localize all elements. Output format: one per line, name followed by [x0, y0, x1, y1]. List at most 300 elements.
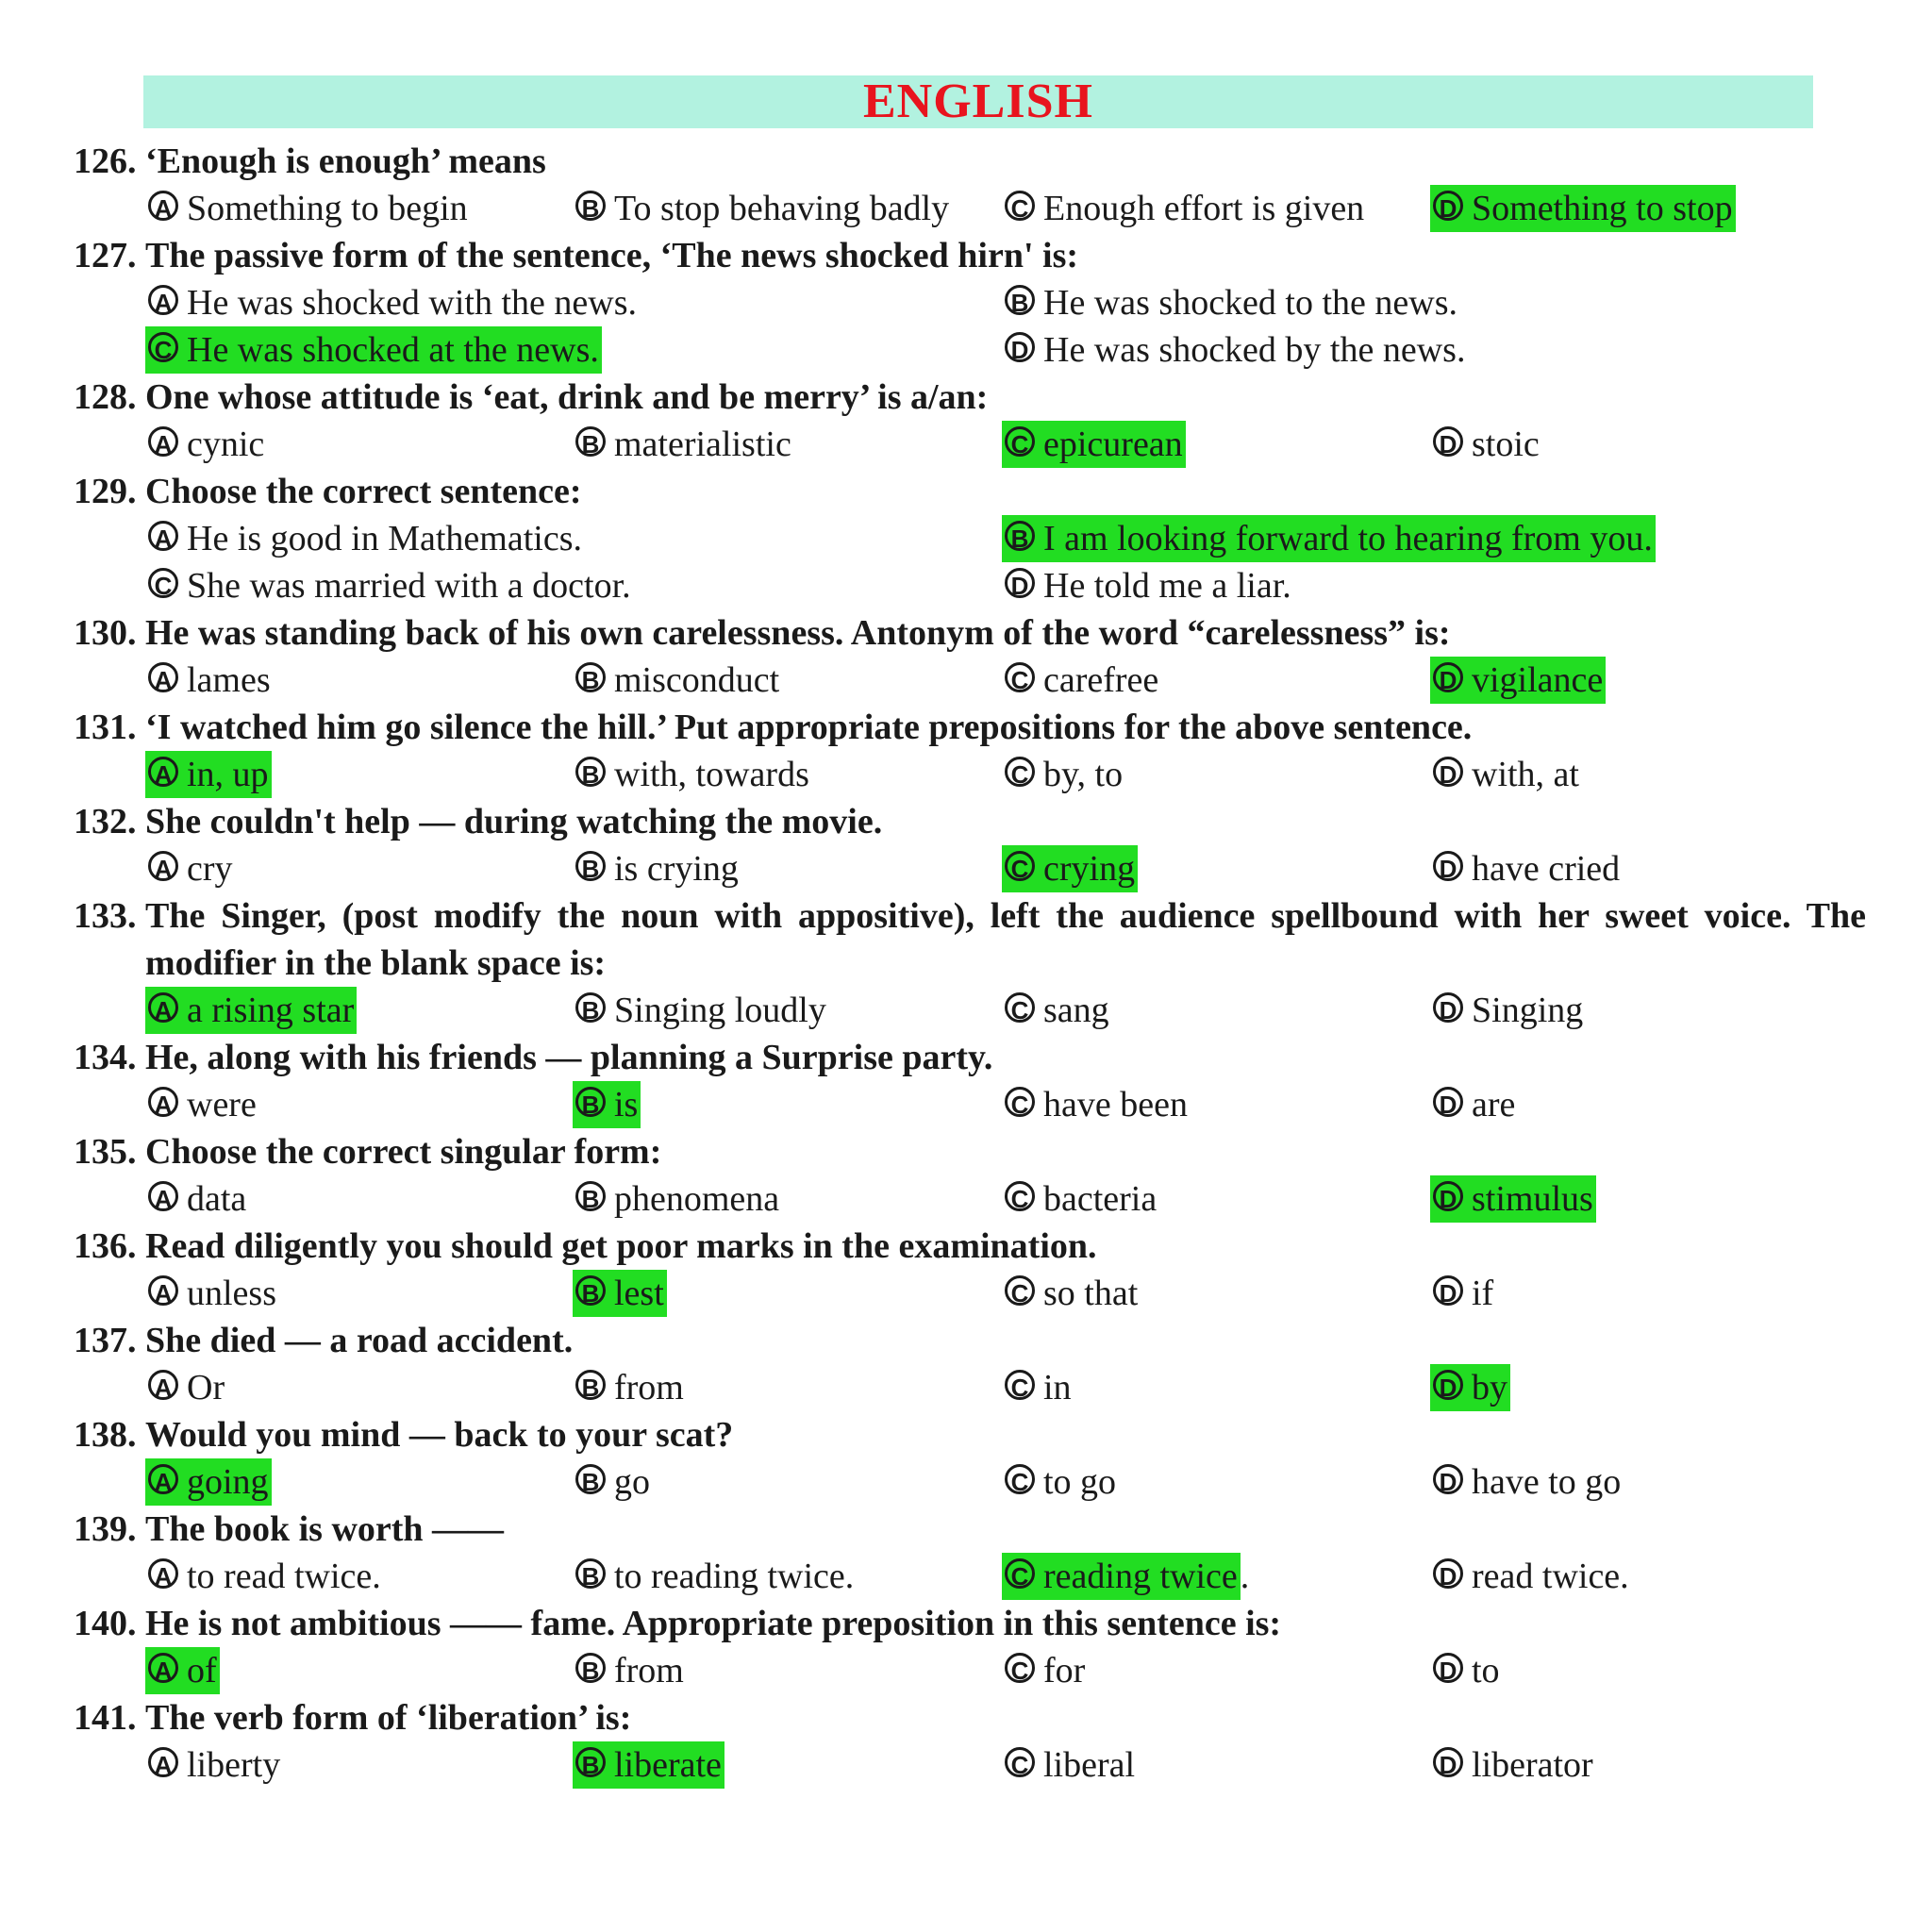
- option-row: [74, 1553, 1866, 1600]
- question-stem: [74, 1317, 1866, 1364]
- option-row: [74, 326, 1866, 374]
- option-text: is crying: [614, 849, 739, 889]
- option-text: He told me a liar.: [1043, 566, 1291, 606]
- question-text: She couldn't help — during watching the movie.: [145, 802, 883, 841]
- option-a: [145, 845, 236, 892]
- option-letter-circle: C: [1005, 662, 1035, 692]
- question-stem: [74, 1128, 1866, 1175]
- option-text: of: [187, 1651, 217, 1690]
- option-text: for: [1043, 1651, 1086, 1690]
- question-item: [74, 1223, 1866, 1317]
- option-content: [1430, 751, 1582, 798]
- option-content: [145, 185, 471, 232]
- option-letter-circle: D: [1433, 1464, 1463, 1494]
- option-letter-circle: A: [148, 285, 178, 315]
- option-content: [1430, 1458, 1624, 1506]
- option-a: [145, 657, 274, 704]
- question-text: Read diligently you should get poor marks in the examination.: [145, 1226, 1097, 1266]
- option-content: [1002, 185, 1367, 232]
- option-text: by: [1472, 1368, 1507, 1407]
- option-d-correct: [1430, 1175, 1596, 1223]
- option-content: [145, 326, 602, 374]
- question-text: He was standing back of his own carelessness. Antonym of the word “carelessness” is:: [145, 613, 1451, 653]
- option-content: [145, 1553, 384, 1600]
- option-d-correct: [1430, 185, 1736, 232]
- question-text: Choose the correct singular form:: [145, 1132, 662, 1172]
- question-text: Choose the correct sentence:: [145, 472, 582, 511]
- question-stem: [74, 609, 1866, 657]
- option-content: [573, 1270, 667, 1317]
- option-row: [74, 1741, 1866, 1789]
- option-letter-circle: B: [1005, 285, 1035, 315]
- option-content: [145, 1364, 227, 1411]
- option-text: Or: [187, 1368, 225, 1407]
- option-letter-circle: C: [148, 568, 178, 598]
- option-text: so that: [1043, 1274, 1139, 1313]
- option-text: cry: [187, 849, 233, 889]
- option-text: from: [614, 1368, 684, 1407]
- option-a: [145, 421, 267, 468]
- option-row: [74, 562, 1866, 609]
- question-stem: [74, 374, 1866, 421]
- option-text: going: [187, 1462, 269, 1502]
- option-b: [573, 751, 812, 798]
- question-item: [74, 468, 1866, 609]
- option-text: He was shocked at the news.: [187, 330, 599, 370]
- option-content: [573, 1081, 641, 1128]
- option-b: [573, 1175, 782, 1223]
- question-stem: [74, 892, 1866, 987]
- option-a: [145, 1553, 384, 1600]
- option-d-correct: [1430, 657, 1606, 704]
- option-row: [74, 421, 1866, 468]
- option-c: [1002, 657, 1161, 704]
- question-number: 138.: [74, 1415, 137, 1455]
- option-c-correct: [145, 326, 602, 374]
- question-item: [74, 1317, 1866, 1411]
- option-letter-circle: D: [1433, 1275, 1463, 1306]
- option-c: [1002, 1270, 1141, 1317]
- option-letter-circle: B: [575, 1653, 606, 1683]
- option-d: [1002, 326, 1468, 374]
- option-text: unless: [187, 1274, 276, 1313]
- option-text: stoic: [1472, 425, 1540, 464]
- option-row: [74, 751, 1866, 798]
- option-b-correct: [573, 1741, 724, 1789]
- question-number: 134.: [74, 1038, 137, 1077]
- option-text: is: [614, 1085, 639, 1124]
- option-c: [1002, 1364, 1074, 1411]
- question-stem: [74, 1223, 1866, 1270]
- option-content: [1430, 1175, 1596, 1223]
- question-number: 130.: [74, 613, 137, 653]
- option-content: [145, 657, 274, 704]
- option-a-correct: [145, 751, 272, 798]
- question-number: 137.: [74, 1321, 137, 1360]
- option-content: [145, 1081, 259, 1128]
- option-b: [573, 1647, 687, 1694]
- option-letter-circle: A: [148, 1275, 178, 1306]
- question-stem: [74, 1411, 1866, 1458]
- option-text: have to go: [1472, 1462, 1622, 1502]
- option-text: Something to begin: [187, 189, 468, 228]
- question-stem: [74, 232, 1866, 279]
- option-content: [1002, 1270, 1141, 1317]
- option-text: in: [1043, 1368, 1072, 1407]
- question-number: 129.: [74, 472, 137, 511]
- option-text: in, up: [187, 755, 269, 794]
- option-letter-circle: D: [1433, 191, 1463, 221]
- question-stem: [74, 138, 1866, 185]
- question-item: [74, 138, 1866, 232]
- question-stem: [74, 704, 1866, 751]
- option-row: [74, 987, 1866, 1034]
- option-letter-circle: C: [1005, 191, 1035, 221]
- option-row: [74, 279, 1866, 326]
- option-content: [573, 1741, 724, 1789]
- question-item: [74, 892, 1866, 1034]
- option-d: [1430, 421, 1542, 468]
- question-text: ‘Enough is enough’ means: [145, 142, 546, 181]
- option-letter-circle: B: [575, 1464, 606, 1494]
- question-item: [74, 609, 1866, 704]
- option-row: [74, 1081, 1866, 1128]
- question-text: The verb form of ‘liberation’ is:: [145, 1698, 632, 1738]
- option-a: [145, 1741, 283, 1789]
- question-item: [74, 1506, 1866, 1600]
- question-text: He is not ambitious —— fame. Appropriate preposition in this sentence is:: [145, 1604, 1282, 1643]
- option-letter-circle: A: [148, 1370, 178, 1400]
- option-text: with, towards: [614, 755, 809, 794]
- option-text: He was shocked to the news.: [1043, 283, 1458, 323]
- option-letter-circle: C: [1005, 757, 1035, 787]
- option-content: [1430, 1553, 1632, 1600]
- question-number: 127.: [74, 236, 137, 275]
- option-content: [1002, 1458, 1119, 1506]
- option-text: to go: [1043, 1462, 1117, 1502]
- question-number: 141.: [74, 1698, 137, 1738]
- option-content: [573, 845, 741, 892]
- option-b: [573, 845, 741, 892]
- option-content: [573, 421, 794, 468]
- option-content: [145, 1270, 279, 1317]
- question-number: 135.: [74, 1132, 137, 1172]
- option-content: [1430, 185, 1736, 232]
- question-stem: [74, 468, 1866, 515]
- option-letter-circle: A: [148, 662, 178, 692]
- option-content: [1430, 1741, 1596, 1789]
- option-text: have cried: [1472, 849, 1621, 889]
- question-item: [74, 1411, 1866, 1506]
- option-letter-circle: A: [148, 1747, 178, 1777]
- option-c-correct: [1002, 845, 1138, 892]
- option-text: from: [614, 1651, 684, 1690]
- option-letter-circle: D: [1433, 1087, 1463, 1117]
- option-c: [145, 562, 634, 609]
- option-text: were: [187, 1085, 257, 1124]
- option-b: [573, 1553, 857, 1600]
- question-item: [74, 1694, 1866, 1789]
- option-letter-circle: B: [575, 1181, 606, 1211]
- option-content: [1002, 421, 1186, 468]
- question-number: 131.: [74, 708, 137, 747]
- option-row: [74, 1458, 1866, 1506]
- option-c-correct: [1002, 421, 1186, 468]
- option-text: a rising star: [187, 991, 355, 1030]
- option-text: I am looking forward to hearing from you.: [1043, 519, 1653, 558]
- option-a: [145, 185, 471, 232]
- option-letter-circle: D: [1433, 1747, 1463, 1777]
- question-text: ‘I watched him go silence the hill.’ Put appropriate prepositions for the above sentence.: [145, 708, 1473, 747]
- option-c: [1002, 1741, 1138, 1789]
- question-item: [74, 1600, 1866, 1694]
- option-letter-circle: C: [1005, 1464, 1035, 1494]
- option-letter-circle: B: [575, 1747, 606, 1777]
- option-d: [1430, 987, 1586, 1034]
- option-letter-circle: B: [575, 191, 606, 221]
- option-b-correct: [573, 1270, 667, 1317]
- option-text: crying: [1043, 849, 1136, 889]
- question-number: 140.: [74, 1604, 137, 1643]
- option-a-correct: [145, 1647, 220, 1694]
- option-content: [1002, 1647, 1088, 1694]
- option-text: carefree: [1043, 660, 1159, 700]
- option-content: [1002, 1175, 1159, 1223]
- option-letter-circle: B: [575, 662, 606, 692]
- option-letter-circle: C: [1005, 426, 1035, 457]
- option-content: [573, 657, 782, 704]
- option-letter-circle: D: [1433, 1558, 1463, 1589]
- option-text: lames: [187, 660, 271, 700]
- option-a-correct: [145, 987, 357, 1034]
- option-b: [573, 1364, 687, 1411]
- option-text: epicurean: [1043, 425, 1183, 464]
- option-row: [74, 845, 1866, 892]
- option-b: [573, 185, 952, 232]
- option-letter-circle: B: [575, 757, 606, 787]
- question-stem: [74, 1600, 1866, 1647]
- option-letter-circle: A: [148, 1087, 178, 1117]
- question-text: She died — a road accident.: [145, 1321, 574, 1360]
- question-text: One whose attitude is ‘eat, drink and be merry’ is a/an:: [145, 377, 989, 417]
- option-letter-circle: D: [1433, 1653, 1463, 1683]
- option-text: data: [187, 1179, 247, 1219]
- option-letter-circle: D: [1433, 426, 1463, 457]
- option-content: [1430, 1647, 1503, 1694]
- option-d: [1430, 1458, 1624, 1506]
- option-content: [1430, 845, 1623, 892]
- option-content: [1430, 987, 1586, 1034]
- option-text: if: [1472, 1274, 1494, 1313]
- option-content: [145, 562, 634, 609]
- option-letter-circle: B: [575, 1087, 606, 1117]
- option-content: [573, 1647, 687, 1694]
- option-row: [74, 1270, 1866, 1317]
- option-content: [1002, 987, 1112, 1034]
- option-content: [573, 1553, 857, 1600]
- header-banner: [143, 75, 1813, 128]
- option-letter-circle: A: [148, 521, 178, 551]
- option-letter-circle: B: [575, 426, 606, 457]
- option-content: [1002, 515, 1656, 562]
- option-content: [573, 185, 952, 232]
- question-text: He, along with his friends — planning a Surprise party.: [145, 1038, 993, 1077]
- option-letter-circle: C: [1005, 1747, 1035, 1777]
- question-stem: [74, 1034, 1866, 1081]
- option-text: stimulus: [1472, 1179, 1593, 1219]
- option-letter-circle: A: [148, 426, 178, 457]
- option-letter-circle: A: [148, 992, 178, 1023]
- option-content: [1002, 1081, 1191, 1128]
- question-stem: [74, 798, 1866, 845]
- option-letter-circle: B: [575, 851, 606, 881]
- option-d: [1430, 845, 1623, 892]
- option-letter-circle: D: [1433, 757, 1463, 787]
- option-text: lest: [614, 1274, 664, 1313]
- option-content: [145, 751, 272, 798]
- option-content: [1430, 657, 1606, 704]
- option-letter-circle: A: [148, 1653, 178, 1683]
- option-text: are: [1472, 1085, 1516, 1124]
- option-b-correct: [573, 1081, 641, 1128]
- question-number: 139.: [74, 1509, 137, 1549]
- question-text: The Singer, (post modify the noun with appositive), left the audience spellbound with her sweet voice. The modifier in the blank space is:: [145, 896, 1866, 983]
- option-text: She was married with a doctor.: [187, 566, 631, 606]
- option-content: [1430, 1270, 1496, 1317]
- option-c: [1002, 987, 1112, 1034]
- option-letter-circle: B: [575, 1558, 606, 1589]
- question-text: Would you mind — back to your scat?: [145, 1415, 734, 1455]
- option-content: [1002, 326, 1468, 374]
- option-letter-circle: A: [148, 1464, 178, 1494]
- option-letter-circle: C: [1005, 1181, 1035, 1211]
- option-text: Singing: [1472, 991, 1584, 1030]
- option-d-correct: [1430, 1364, 1510, 1411]
- option-letter-circle: A: [148, 1558, 178, 1589]
- option-text: with, at: [1472, 755, 1579, 794]
- question-number: 128.: [74, 377, 137, 417]
- option-letter-circle: C: [1005, 1275, 1035, 1306]
- option-a-correct: [145, 1458, 272, 1506]
- option-d: [1430, 1270, 1496, 1317]
- question-number: 132.: [74, 802, 137, 841]
- option-content: [1002, 751, 1125, 798]
- question-number: 126.: [74, 142, 137, 181]
- option-b: [573, 1458, 653, 1506]
- option-letter-circle: B: [575, 1370, 606, 1400]
- option-content: [145, 845, 236, 892]
- option-text: vigilance: [1472, 660, 1604, 700]
- option-content: [1002, 279, 1460, 326]
- option-letter-circle: D: [1433, 1370, 1463, 1400]
- option-content: [573, 987, 829, 1034]
- option-letter-circle: C: [148, 332, 178, 362]
- page-title: ENGLISH: [863, 75, 1093, 128]
- option-text: to: [1472, 1651, 1500, 1690]
- option-content: [145, 1647, 220, 1694]
- option-text: He was shocked with the news.: [187, 283, 638, 323]
- option-row: [74, 657, 1866, 704]
- option-text: phenomena: [614, 1179, 780, 1219]
- option-d: [1430, 1741, 1596, 1789]
- option-c: [1002, 1458, 1119, 1506]
- option-b: [1002, 279, 1460, 326]
- option-b: [573, 421, 794, 468]
- option-text: To stop behaving badly: [614, 189, 950, 228]
- option-d: [1430, 1553, 1632, 1600]
- option-text: liberal: [1043, 1745, 1136, 1785]
- option-letter-circle: B: [575, 1275, 606, 1306]
- option-text: reading twice: [1043, 1557, 1238, 1596]
- option-letter-circle: B: [575, 992, 606, 1023]
- question-stem: [74, 1506, 1866, 1553]
- question-item: [74, 704, 1866, 798]
- option-letter-circle: A: [148, 851, 178, 881]
- option-letter-circle: D: [1433, 662, 1463, 692]
- option-text: bacteria: [1043, 1179, 1158, 1219]
- question-text: The passive form of the sentence, ‘The news shocked hirn' is:: [145, 236, 1079, 275]
- option-letter-circle: B: [1005, 521, 1035, 551]
- option-b: [573, 657, 782, 704]
- option-text: Something to stop: [1472, 189, 1733, 228]
- option-content: [1430, 1364, 1510, 1411]
- option-a: [145, 279, 640, 326]
- option-letter-circle: A: [148, 1181, 178, 1211]
- option-text: cynic: [187, 425, 265, 464]
- option-letter-circle: C: [1005, 992, 1035, 1023]
- option-letter-circle: D: [1433, 851, 1463, 881]
- option-content: [145, 421, 267, 468]
- option-content: [145, 1458, 272, 1506]
- question-item: [74, 232, 1866, 374]
- question-text: The book is worth ——: [145, 1509, 505, 1549]
- option-letter-circle: C: [1005, 1558, 1035, 1589]
- option-letter-circle: C: [1005, 1370, 1035, 1400]
- question-item: [74, 374, 1866, 468]
- option-c: [1002, 1081, 1191, 1128]
- option-text: liberator: [1472, 1745, 1593, 1785]
- question-list: [74, 138, 1866, 1789]
- option-row: [74, 185, 1866, 232]
- option-d: [1430, 1647, 1503, 1694]
- option-d: [1430, 751, 1582, 798]
- option-content: [1002, 1741, 1138, 1789]
- option-text: go: [614, 1462, 650, 1502]
- option-text: Enough effort is given: [1043, 189, 1365, 228]
- option-text: misconduct: [614, 660, 780, 700]
- question-stem: [74, 1694, 1866, 1741]
- option-c: [1002, 185, 1367, 232]
- option-content: [145, 515, 585, 562]
- option-text: He was shocked by the news.: [1043, 330, 1466, 370]
- option-suffix: .: [1240, 1557, 1250, 1596]
- option-content: [145, 1175, 249, 1223]
- question-item: [74, 798, 1866, 892]
- option-text: Singing loudly: [614, 991, 826, 1030]
- option-letter-circle: A: [148, 191, 178, 221]
- option-row: [74, 1364, 1866, 1411]
- question-number: 133.: [74, 896, 137, 936]
- option-text: have been: [1043, 1085, 1188, 1124]
- option-content: [1002, 1364, 1074, 1411]
- option-a: [145, 1081, 259, 1128]
- option-b-correct: [1002, 515, 1656, 562]
- option-c: [1002, 751, 1125, 798]
- option-row: [74, 1175, 1866, 1223]
- option-d: [1002, 562, 1294, 609]
- option-c: [1002, 1175, 1159, 1223]
- option-c-correct: [1002, 1553, 1249, 1600]
